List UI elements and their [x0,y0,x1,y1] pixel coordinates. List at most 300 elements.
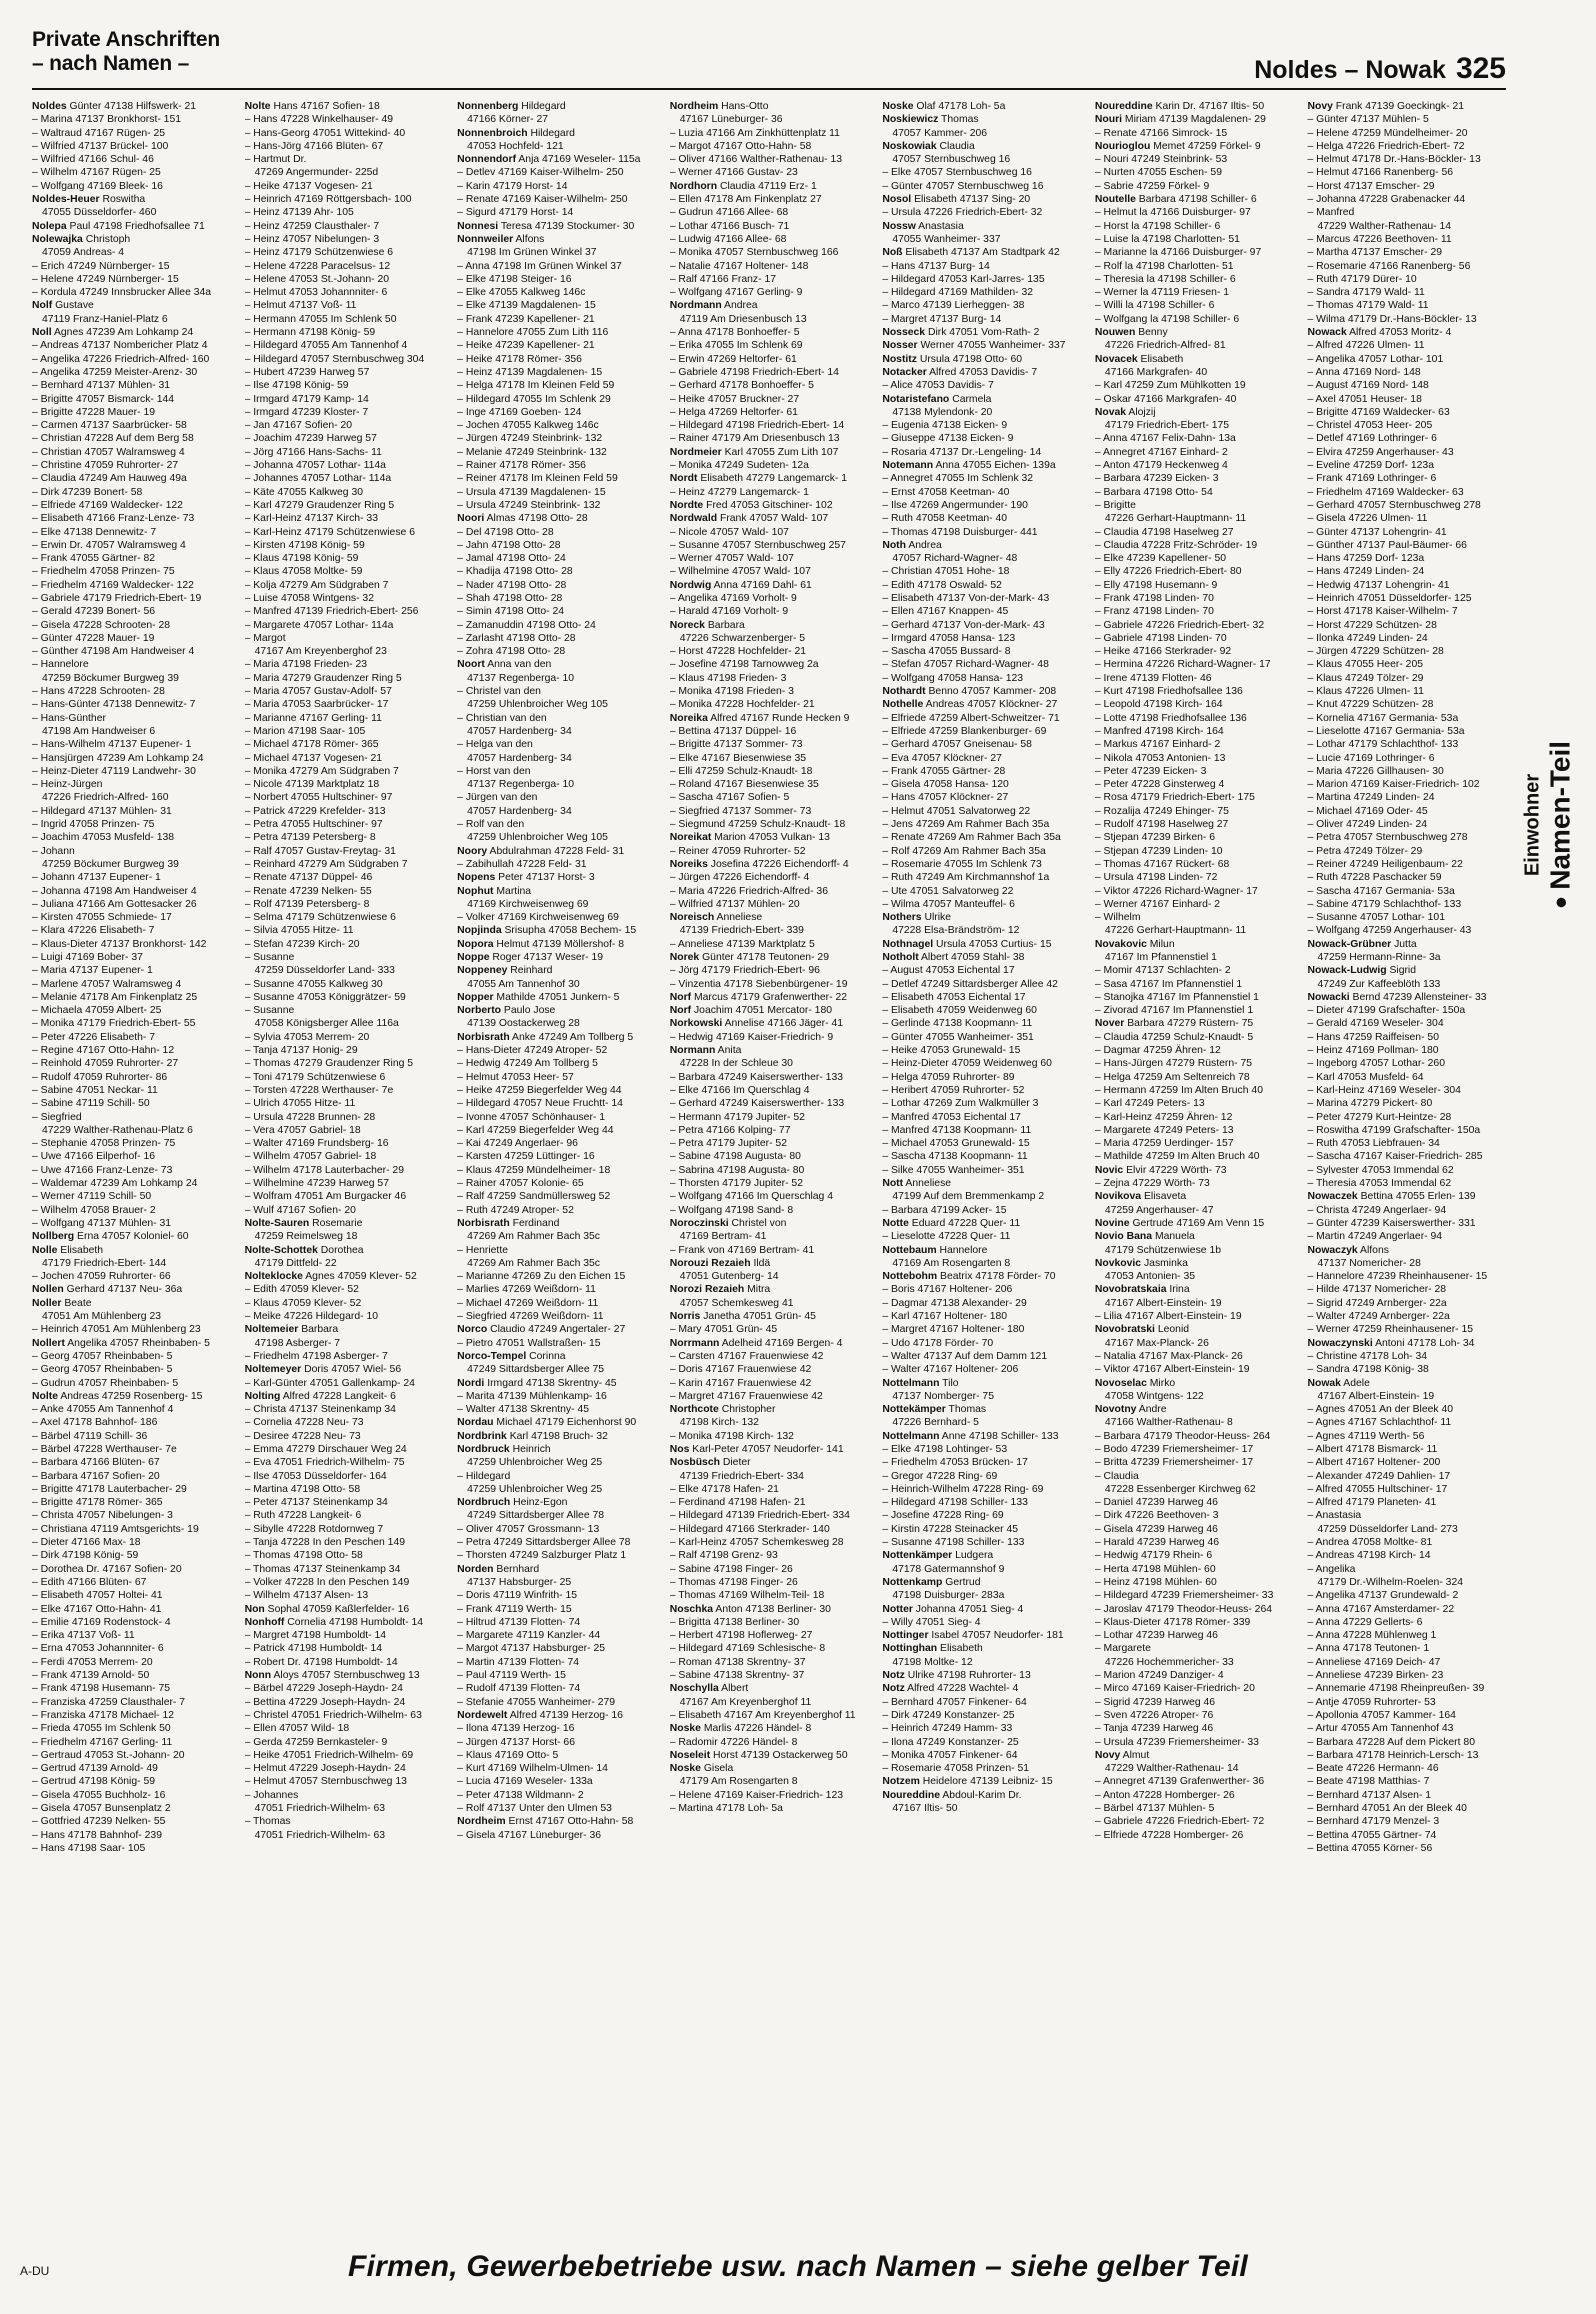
listing-entry [1307,1031,1510,1044]
entry-text: – Wilhelm [1094,912,1141,924]
listing-entry [670,1589,873,1602]
entry-text: – Hans 47249 Linden- 24 [1307,566,1425,578]
page-range-header [1254,52,1506,86]
surname: Nordheim [457,1816,506,1828]
listing-entry [670,1297,873,1310]
listing-entry [1307,592,1510,605]
entry-text: – Manfred 47198 Kirch- 164 [1094,725,1224,737]
entry-text: Johanna 47051 Sieg- 4 [915,1603,1024,1615]
listing-entry [1307,486,1510,499]
entry-text: Christopher [721,1404,776,1416]
listing-entry [882,1749,1085,1762]
entry-text: – Natalie 47167 Holtener- 148 [669,260,809,272]
entry-text: – Anna 47229 Gellerts- 6 [1307,1616,1423,1628]
entry-text: – Erwin 47269 Heltorfer- 61 [669,353,797,365]
listing-entry [32,1403,235,1416]
listing-entry [32,1017,235,1030]
listing-entry [670,1749,873,1762]
listing-entry [32,1775,235,1788]
listing-entry [32,486,235,499]
entry-text: – Artur 47055 Am Tannenhof 43 [1307,1723,1454,1735]
entry-text: Horst 47139 Ostackerweg 50 [713,1749,848,1761]
listing-entry [457,698,660,711]
entry-text: Barbara [707,619,745,631]
listing-entry [457,1709,660,1722]
listing-entry [670,1696,873,1709]
entry-text: – Albert 47178 Bismarck- 11 [1307,1443,1438,1455]
entry-text: Ferdinand [512,1217,560,1229]
entry-text: – Dirk 47226 Beethoven- 3 [1094,1510,1219,1522]
entry-text: – Luigi 47169 Bober- 37 [32,952,143,963]
listing-entry [1095,299,1298,312]
entry-text: Karl 47055 Zum Lith 107 [724,446,839,458]
entry-text: 47169 Am Rosengarten 8 [892,1257,1011,1269]
entry-text: 47055 Am Tannenhof 30 [467,978,580,990]
listing-entry [1095,1762,1298,1775]
listing-entry [1307,1669,1510,1682]
entry-text: – Kai 47249 Angerlaer- 96 [457,1138,578,1150]
entry-text: – Ute 47051 Salvatorweg 22 [882,885,1014,897]
listing-entry [882,712,1085,725]
listing-entry [245,1017,448,1030]
entry-text: Christoph [85,233,131,245]
listing-entry [1095,1310,1298,1323]
listing-entry [457,1563,660,1576]
listing-entry [245,1190,448,1203]
listing-entry [245,1350,448,1363]
entry-text: Elisabeth [60,1244,104,1256]
surname: Notzem [882,1776,920,1788]
entry-text: – Frank 47119 Werth- 15 [457,1603,572,1615]
entry-text: Mirko [1149,1377,1176,1389]
entry-text: – Franziska 47259 Clausthaler- 7 [32,1696,186,1708]
listing-entry [1095,1111,1298,1124]
listing-entry [32,127,235,140]
entry-text: – Albert 47167 Holtener- 200 [1307,1457,1441,1469]
entry-text: – Gisela 47228 Schrooten- 28 [32,619,171,631]
entry-text: – Irmgard 47239 Kloster- 7 [244,406,369,418]
entry-text: 47198 Im Grünen Winkel 37 [467,247,597,259]
listing-entry [245,100,448,113]
entry-text: – Susanne 47053 Königgrätzer- 59 [244,991,406,1003]
listing-entry [457,1682,660,1695]
entry-text: – Hedwig 47179 Rhein- 6 [1094,1550,1213,1562]
entry-text: – Ingeborg 47057 Lothar- 260 [1307,1058,1445,1070]
entry-text: – Susanne [244,952,295,963]
surname: Nopjinda [457,925,502,937]
listing-entry [670,1576,873,1589]
listing-entry [1307,220,1510,233]
entry-text: – Helmut 47178 Dr.-Hans-Böckler- 13 [1307,154,1481,166]
listing-entry [882,459,1085,472]
entry-text: – Roswitha 47199 Grafschafter- 150a [1307,1124,1481,1136]
surname: Novine [1094,1217,1130,1229]
listing-entry [32,379,235,392]
listing-entry [1307,964,1510,977]
listing-entry [245,432,448,445]
listing-entry [670,1603,873,1616]
entry-text: – Britta 47239 Friemersheimer- 17 [1094,1457,1254,1469]
entry-text: – Helmut 47053 Heer- 57 [457,1071,574,1083]
listing-entry [457,1190,660,1203]
entry-text: – Alfred 47179 Planeten- 41 [1307,1497,1437,1509]
entry-text: – Hermina 47226 Richard-Wagner- 17 [1094,659,1271,671]
entry-text: Marlis 47226 Händel- 8 [703,1723,812,1735]
listing-entry [1307,1563,1510,1576]
entry-text: – Volker 47169 Kirchweisenweg 69 [457,912,619,924]
entry-text: – Christa 47057 Nibelungen- 3 [32,1510,173,1522]
entry-text: 47057 Kammer- 206 [892,127,988,139]
entry-text: – Brigitte 47169 Waldecker- 63 [1307,406,1450,418]
listing-entry [245,1443,448,1456]
listing-entry [32,605,235,618]
listing-entry [882,419,1085,432]
entry-text: – Friedhelm 47169 Waldecker- 63 [1307,486,1464,498]
listing-entry [457,1071,660,1084]
entry-text: – Hans 47198 Saar- 105 [32,1842,146,1854]
listing-entry [670,924,873,937]
listing-entry [1095,1775,1298,1788]
entry-text: – Patrick 47198 Humboldt- 14 [244,1643,383,1655]
entry-text: – Oliver 47057 Grossmann- 13 [457,1523,600,1535]
listing-entry [882,871,1085,884]
listing-entry [245,1390,448,1403]
entry-text: – Waltraud 47167 Rügen- 25 [32,127,166,139]
listing-entry [245,579,448,592]
entry-text: 47229 Walther-Rathenau- 14 [1104,1763,1239,1775]
listing-entry [1095,1124,1298,1137]
listing-entry [1307,419,1510,432]
listing-entry [245,1509,448,1522]
listing-entry [245,366,448,379]
entry-text: – Peter 47239 Eicken- 3 [1094,765,1207,777]
entry-text: – Elly 47198 Husemann- 9 [1094,579,1218,591]
entry-text: – Marina 47279 Pickert- 80 [1307,1098,1433,1110]
listing-entry [1095,978,1298,991]
surname: Noureddine [1094,101,1153,112]
listing-entry [245,299,448,312]
entry-text: – Frank 47169 Lothringer- 6 [1307,473,1437,485]
entry-text: – Tanja 47137 Honig- 29 [244,1045,358,1057]
entry-text: Anneliese [716,912,763,924]
listing-entry [1095,1204,1298,1217]
entry-text: Elisabeth 47137 Am Stadtpark 42 [905,247,1060,259]
listing-entry [32,951,235,964]
listing-entry [1307,1456,1510,1469]
listing-entry [882,1031,1085,1044]
listing-entry [457,1509,660,1522]
listing-entry [245,1337,448,1350]
listing-entry [32,1057,235,1070]
entry-text: Anastasia [918,220,964,232]
entry-text: – Doris 47167 Frauenwiese 42 [669,1364,812,1376]
entry-text: – Klaus 47059 Klever- 52 [244,1297,362,1309]
listing-entry [882,1204,1085,1217]
entry-text: 47259 Reimelsweg 18 [254,1231,358,1243]
listing-entry [882,951,1085,964]
entry-text: – Wilhelmine 47239 Harweg 57 [244,1178,389,1190]
listing-entry [32,1669,235,1682]
entry-text: 47228 Essenberger Kirchweg 62 [1104,1483,1256,1495]
entry-text: – Johann [32,845,75,857]
entry-text: – Gisela 47167 Lüneburger- 36 [457,1829,601,1841]
entry-text: Alfred 47228 Wachtel- 4 [907,1683,1019,1695]
entry-text: – Hans 47259 Dorf- 123a [1307,553,1425,565]
surname: Nolewajka [32,233,83,245]
surname: Novakovic [1094,938,1147,950]
entry-text: – Dirk 47198 König- 59 [32,1550,139,1562]
entry-text: – Wilhelm 47057 Gabriel- 18 [244,1151,377,1163]
listing-entry [1095,393,1298,406]
listing-entry [245,406,448,419]
entry-text: 47259 Uhlenbroicher Weg 105 [467,699,608,711]
listing-entry [457,1124,660,1137]
surname: Nolte-Schottek [244,1244,318,1256]
entry-text: – Wilma 47057 Manteuffel- 6 [882,898,1015,910]
listing-entry [245,1164,448,1177]
entry-text: – Christian 47051 Hohe- 18 [882,566,1010,578]
listing-entry [1095,752,1298,765]
listing-entry [882,1270,1085,1283]
listing-entry [457,100,660,113]
entry-text: Frank 47057 Wald- 107 [719,513,829,525]
entry-text: – Sandra 47198 König- 38 [1307,1364,1429,1376]
entry-text: Günter 47178 Teutonen- 29 [702,952,829,963]
entry-text: 47259 Uhlenbroicher Weg 25 [467,1457,603,1469]
listing-entry [1095,246,1298,259]
entry-text: Olaf 47178 Loh- 5a [916,101,1006,112]
surname: Nottenkämper [882,1550,953,1562]
entry-text: – Helga 47178 Im Kleinen Feld 59 [457,380,615,392]
surname: Nonnenbroich [457,127,528,139]
entry-text: Frank 47139 Goeckingk- 21 [1335,101,1465,112]
entry-text: – Thomas 47169 Wilhelm-Teil- 18 [669,1590,825,1602]
surname: Nordmeier [669,446,722,458]
listing-entry [457,1164,660,1177]
listing-entry [245,1204,448,1217]
entry-text: – Nurten 47055 Eschen- 59 [1094,167,1222,179]
entry-text: – Leopold 47198 Kirch- 164 [1094,699,1223,711]
listing-entry [245,1523,448,1536]
listing-entry [1307,658,1510,671]
surname: Norris [669,1311,701,1323]
entry-text: Thomas [941,114,979,126]
listing-entry [245,326,448,339]
listing-entry [670,964,873,977]
listing-entry [670,1310,873,1323]
entry-text: – Ellen 47167 Knappen- 45 [882,606,1009,618]
listing-entry [882,1363,1085,1376]
listing-entry [670,166,873,179]
entry-text: – Margret 47167 Holtener- 180 [882,1324,1025,1336]
entry-text: – Marianne 47269 Zu den Eichen 15 [457,1271,626,1283]
listing-entry [457,725,660,738]
listing-entry [1307,1536,1510,1549]
listing-entry [1307,1842,1510,1855]
entry-text: – Heinz 47169 Pollman- 180 [1307,1045,1439,1057]
entry-text: Ernst 47167 Otto-Hahn- 58 [508,1816,634,1828]
entry-text: Elisabeth [1140,353,1184,365]
listing-entry [1307,978,1510,991]
entry-text: – Alice 47053 Davidis- 7 [882,380,994,392]
entry-text: – Del 47198 Otto- 28 [457,526,554,538]
entry-text: 47178 Gatermannshof 9 [892,1563,1005,1575]
entry-text: – Gudrun 47166 Allee- 68 [669,207,789,219]
listing-entry [1307,698,1510,711]
listing-entry [245,206,448,219]
listing-entry [1307,286,1510,299]
entry-text: – Wilhelm 47137 Alsen- 13 [244,1590,369,1602]
listing-entry [1307,1523,1510,1536]
listing-entry [882,1084,1085,1097]
entry-text: – Werner 47259 Rheinhausener- 15 [1307,1324,1474,1336]
entry-text: – Karl-Heinz 47057 Schemkesweg 28 [669,1537,844,1549]
listing-entry [882,1563,1085,1576]
entry-text: Ulrike 47198 Ruhrorter- 13 [907,1670,1031,1682]
entry-text: – Beate 47226 Hermann- 46 [1307,1763,1439,1775]
entry-text: Heinrich [512,1443,551,1455]
surname: Novic [1094,1164,1124,1176]
listing-entry [457,818,660,831]
entry-text: – Hermann 47198 König- 59 [244,327,376,339]
entry-text: – Gabriele 47198 Friedrich-Ebert- 14 [669,366,839,378]
surname: Nolte [32,1390,58,1402]
listing-entry [1095,1576,1298,1589]
listing-entry [1095,1017,1298,1030]
listing-entry [1095,725,1298,738]
entry-text: 47053 Antonien- 35 [1104,1271,1196,1283]
listing-entry [670,512,873,525]
listing-entry [245,1656,448,1669]
listing-entry [457,924,660,937]
entry-text: Andreas 47259 Rosenberg- 15 [60,1390,203,1402]
entry-text: 47053 Hochfeld- 121 [467,140,564,152]
listing-entry [882,472,1085,485]
surname: Novotny [1094,1404,1137,1416]
entry-text: – Monika 47179 Friedrich-Ebert- 55 [32,1018,196,1030]
entry-text: – Barbara 47179 Theodor-Heuss- 264 [1094,1430,1271,1442]
listing-entry [457,379,660,392]
surname: Nolting [244,1390,281,1402]
entry-text: – Torsten 47228 Werthauser- 7e [244,1084,394,1096]
listing-entry [882,1111,1085,1124]
entry-text: 47259 Hermann-Rinne- 3a [1317,952,1441,963]
listing-entry [32,446,235,459]
listing-entry [32,1496,235,1509]
entry-text: – Monika 47198 Kirch- 132 [669,1430,794,1442]
entry-text: Karl-Peter 47057 Neudorfer- 141 [692,1443,844,1455]
listing-entry [1095,206,1298,219]
entry-text: – Ruth 47058 Keetman- 40 [882,513,1008,525]
entry-text: Bettina 47055 Erlen- 139 [1360,1191,1476,1203]
listing-entry [245,1682,448,1695]
entry-text: – Rosemarie 47055 Im Schlenk 73 [882,858,1042,870]
entry-text: 47059 Andreas- 4 [42,247,125,259]
entry-text: – Günter 47228 Mauer- 19 [32,632,155,644]
listing-entry [1095,1523,1298,1536]
listing-entry [457,313,660,326]
listing-entry [1095,1137,1298,1150]
listing-entry [882,1802,1085,1815]
entry-text: – Erika 47055 Im Schlenk 69 [669,340,803,352]
entry-text: – Erika 47137 Voß- 11 [32,1630,135,1642]
entry-text: – Helmut 47166 Ranenberg- 56 [1307,167,1454,179]
listing-entry [457,964,660,977]
entry-text: 47198 Moltke- 12 [892,1656,973,1668]
listing-entry [882,113,1085,126]
surname: Nordewelt [457,1709,508,1721]
listing-entry [670,592,873,605]
surname: Nothers [882,912,922,924]
listing-entry [882,153,1085,166]
entry-text: – Martin 47139 Flotten- 74 [457,1656,580,1668]
listing-entry [1095,100,1298,113]
listing-entry [457,1669,660,1682]
listing-entry [1307,911,1510,924]
entry-text: – Helga van den [457,739,533,751]
entry-text: – Sigrid 47249 Arnberger- 22a [1307,1297,1447,1309]
listing-entry [1095,1483,1298,1496]
entry-text: – Elisabeth 47053 Eichental 17 [882,991,1026,1003]
listing-entry [1307,246,1510,259]
listing-entry [1095,1177,1298,1190]
listing-entry [1095,1669,1298,1682]
entry-text: – Helmut 47229 Joseph-Haydn- 24 [244,1763,406,1775]
surname: Noldes-Heuer [32,194,100,206]
listing-entry [882,672,1085,685]
entry-text: – Christel 47053 Heer- 205 [1307,420,1433,432]
entry-text: – Lucie 47169 Lothringer- 6 [1307,752,1435,764]
listing-entry [882,1004,1085,1017]
surname: Norkowski [669,1018,723,1030]
listing-entry [882,486,1085,499]
entry-text: 47167 Max-Planck- 26 [1104,1337,1209,1349]
entry-text: – Karl-Heinz 47259 Ähren- 12 [1094,1111,1233,1123]
listing-entry [1307,858,1510,871]
listing-entry [245,1603,448,1616]
surname: Nowaczyk [1307,1244,1358,1256]
entry-text: – Claudia 47198 Haselweg 27 [1094,526,1234,538]
surname: Notz [882,1683,905,1695]
listing-entry [1095,1337,1298,1350]
listing-entry [245,1775,448,1788]
entry-text: – Brigitte 47228 Mauer- 19 [32,406,156,418]
listing-entry [882,432,1085,445]
listing-entry [882,1310,1085,1323]
entry-text: – Emilie 47169 Rodenstock- 4 [32,1616,171,1628]
entry-text: – Ralf 47057 Gustav-Freytag- 31 [244,845,396,857]
listing-entry [1095,632,1298,645]
entry-text: – Ivonne 47057 Schönhauser- 1 [457,1111,606,1123]
entry-text: – Nicole 47139 Marktplatz 18 [244,779,380,791]
entry-text: – Gabriele 47226 Friedrich-Ebert- 32 [1094,619,1265,631]
listing-entry [882,1456,1085,1469]
entry-text: 47166 Körner- 27 [467,114,549,126]
surname: Novobratskaia [1094,1284,1167,1296]
entry-text: – Hedwig 47169 Kaiser-Friedrich- 9 [669,1031,834,1043]
entry-text: – Frank 47055 Gärtner- 82 [32,553,156,565]
listing-entry [1307,1416,1510,1429]
entry-text: 47167 Am Kreyenberghof 23 [254,646,387,658]
listing-entry [1095,924,1298,937]
listing-entry [882,273,1085,286]
entry-text: – Vera 47057 Gabriel- 18 [244,1124,361,1136]
listing-entry [882,619,1085,632]
entry-text: – Jürgen van den [457,792,538,804]
listing-entry [1095,166,1298,179]
entry-text: – Jan 47167 Sofien- 20 [244,420,353,432]
listing-entry [32,432,235,445]
